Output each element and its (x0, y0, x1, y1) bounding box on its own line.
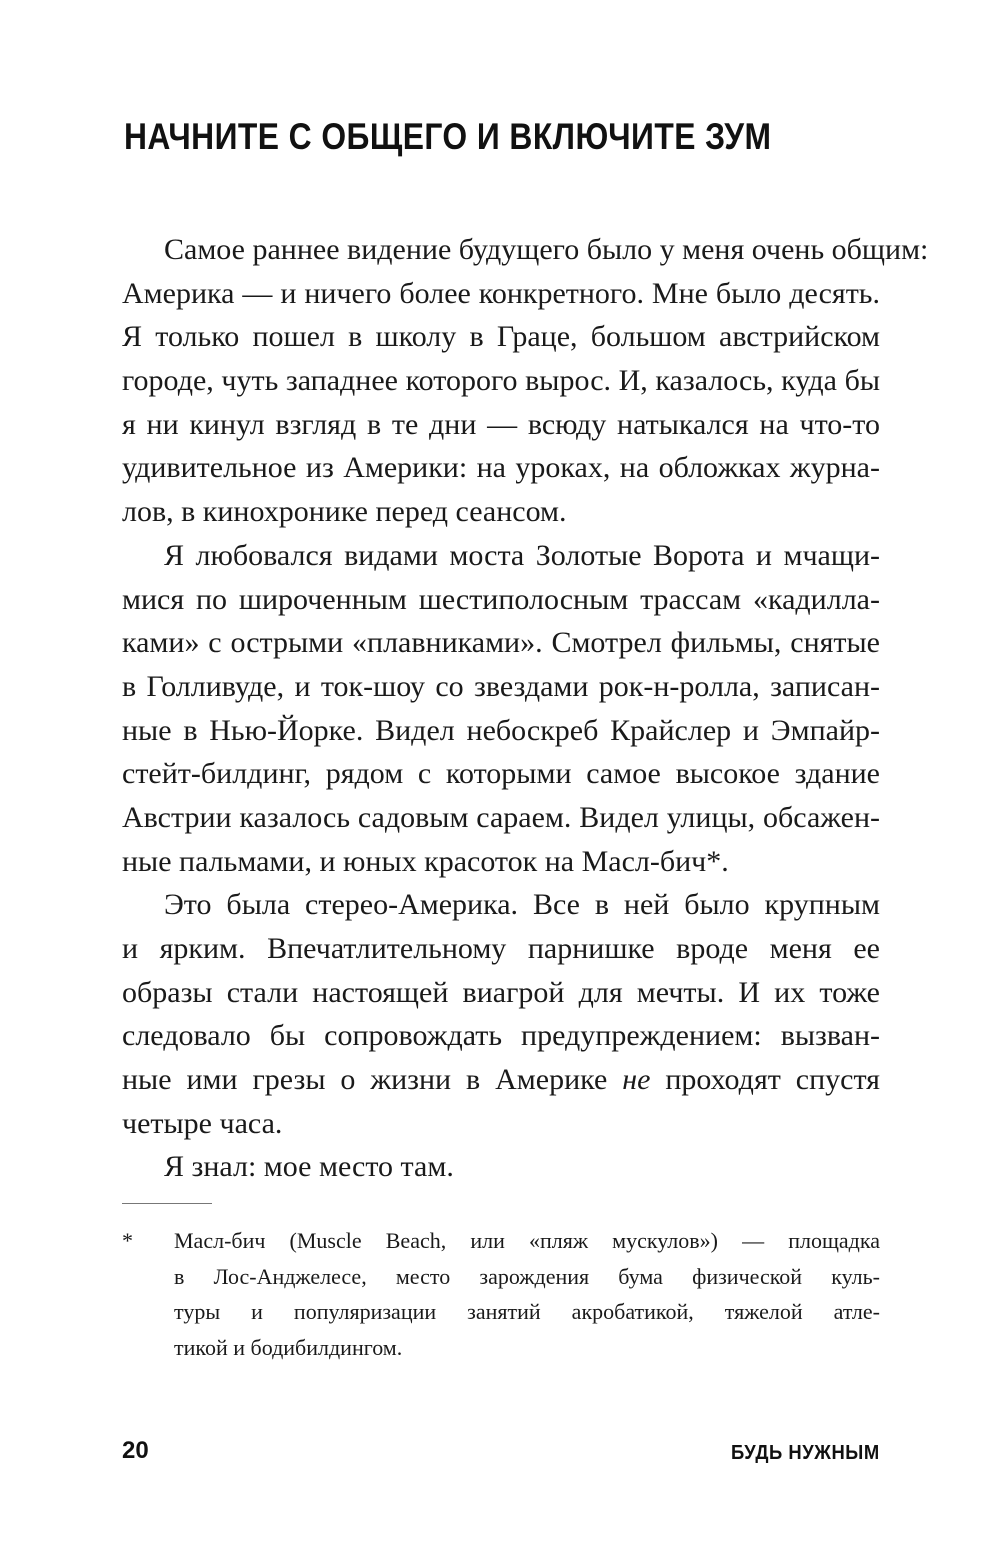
text-line: четыре часа. (122, 1106, 283, 1140)
footnote-divider (122, 1203, 212, 1204)
text-line: стейт-билдинг, рядом с которыми самое высокое здание (122, 757, 880, 791)
text-line: удивительное из Америки: на уроках, на обложках журна- (122, 451, 880, 485)
text-line: и ярким. Впечатлительному парнишке вроде меня ее (122, 932, 880, 965)
text-line: в Голливуде, и ток-шоу со звездами рок-н-ролла, записан- (122, 669, 880, 703)
body-text (122, 228, 929, 1189)
text-line: Я знал: мое место там. (164, 1150, 454, 1184)
page-number: 20 (122, 1437, 149, 1464)
footnote-line: в Лос-Анджелесе, место зарождения бума физической куль- (174, 1263, 880, 1289)
footnote-line: тикой и бодибилдингом. (174, 1334, 403, 1360)
text-line: ные пальмами, и юных красоток на Масл-бич*. (122, 844, 729, 878)
text-segment: ные ими грезы о жизни в Америке (122, 1063, 623, 1097)
running-title: БУДЬ НУЖНЫМ (731, 1442, 880, 1464)
text-line: лов, в кинохронике перед сеансом. (122, 495, 567, 529)
text-line: Я любовался видами моста Золотые Ворота и мчащи- (164, 538, 880, 572)
footnote (122, 1223, 880, 1365)
text-line: мися по широченным шестиполосным трассам «кадилла- (122, 582, 880, 616)
text-line: ные в Нью-Йорке. Видел небоскреб Крайслер и Эмпайр- (122, 713, 880, 747)
text-line: городе, чуть западнее которого вырос. И, казалось, куда бы (122, 364, 880, 398)
text-line-with-italic (122, 1058, 880, 1102)
page-title: НАЧНИТЕ С ОБЩЕГО И ВКЛЮЧИТЕ ЗУМ (124, 116, 772, 157)
text-line: Америка — и ничего более конкретного. Мне было десять. (122, 276, 880, 310)
text-line: образы стали настоящей виагрой для мечты. И их тоже (122, 975, 880, 1009)
text-line: Самое раннее видение будущего было у меня очень общим: (164, 233, 929, 266)
text-line: Я только пошел в школу в Граце, большом австрийском (122, 320, 880, 354)
text-line: Это была стерео-Америка. Все в ней было крупным (164, 888, 880, 922)
text-line: я ни кинул взгляд в те дни — всюду натыкался на что-то (122, 407, 880, 441)
italic-word: не (622, 1063, 651, 1097)
text-line: ками» с острыми «плавниками». Смотрел фильмы, снятые (122, 626, 880, 660)
footnote-line: Масл-бич (Muscle Beach, или «пляж мускулов») — площадка (174, 1228, 880, 1253)
text-line: Австрии казалось садовым сараем. Видел улицы, обсажен- (122, 800, 880, 834)
text-line: следовало бы сопровождать предупреждением: вызван- (122, 1019, 880, 1053)
text-segment: проходят спустя (650, 1063, 880, 1097)
footnote-marker: * (122, 1228, 133, 1253)
footnote-line: туры и популяризации занятий акробатикой, тяжелой атле- (174, 1299, 880, 1325)
